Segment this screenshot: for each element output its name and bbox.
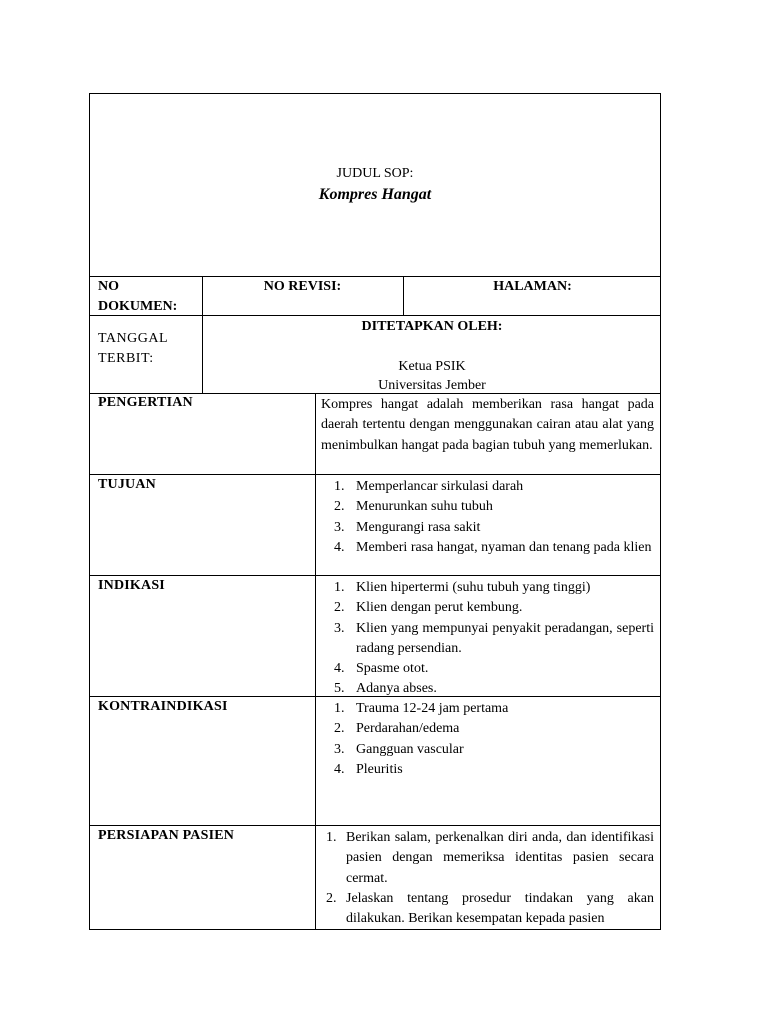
list-item: 2. Jelaskan tentang prosedur tindakan yang akan dilakukan. Berikan kesempatan kepada pasien	[326, 890, 654, 927]
list-item: 5. Adanya abses.	[334, 681, 437, 697]
section-persiapan-pasien	[90, 826, 660, 930]
list-item: 2. Klien dengan perut kembung.	[334, 600, 523, 616]
list-item: 1. Memperlancar sirkulasi darah	[334, 479, 524, 494]
list-item: 3. Gangguan vascular	[334, 741, 464, 757]
tanggal-terbit-label: TANGGAL TERBIT:	[98, 331, 168, 366]
section-tujuan	[90, 475, 660, 576]
list-item: 1. Trauma 12-24 jam pertama	[334, 701, 509, 716]
section-label: PENGERTIAN	[98, 395, 193, 410]
sop-label: JUDUL SOP:	[336, 166, 414, 181]
section-label: PERSIAPAN PASIEN	[98, 828, 235, 843]
ditetapkan-oleh-label: DITETAPKAN OLEH:	[361, 319, 503, 334]
column-divider	[315, 826, 316, 930]
list-item: 4. Memberi rasa hangat, nyaman dan tenang pada klien	[334, 539, 652, 555]
sop-title: Kompres Hangat	[318, 186, 432, 203]
section-label: INDIKASI	[98, 578, 165, 593]
list-item: 1. Berikan salam, perkenalkan diri anda, dan identifikasi pasien dengan memeriksa identitas pasien secara cermat.	[326, 830, 654, 886]
halaman-label: HALAMAN:	[493, 279, 572, 294]
signer-org: Universitas Jember	[378, 378, 486, 393]
list-item: 2. Menurunkan suhu tubuh	[334, 499, 493, 515]
persiapan-pasien-list	[321, 828, 654, 929]
section-indikasi	[90, 576, 660, 697]
column-divider	[315, 697, 316, 825]
list-item: 4. Pleuritis	[334, 761, 403, 777]
section-kontraindikasi	[90, 697, 660, 826]
indikasi-list	[321, 578, 654, 700]
list-item: 3. Klien yang mempunyai penyakit peradangan, seperti radang persendian.	[334, 620, 654, 656]
list-item: 3. Mengurangi rasa sakit	[334, 519, 481, 535]
meta-table	[90, 277, 660, 393]
kontraindikasi-list	[321, 699, 654, 780]
section-pengertian	[90, 393, 660, 475]
signer-role: Ketua PSIK	[398, 359, 466, 374]
list-item: 2. Perdarahan/edema	[334, 721, 460, 737]
tujuan-list	[321, 477, 654, 558]
no-dokumen-label: NO DOKUMEN:	[98, 279, 178, 314]
pengertian-text: Kompres hangat adalah memberikan rasa hangat pada daerah tertentu dengan menggunakan cairan atau alat yang menimbulkan hangat pada bagian tubuh yang memerlukan.	[321, 397, 654, 453]
sop-document	[89, 93, 661, 930]
no-revisi-label: NO REVISI:	[263, 279, 342, 294]
column-divider	[315, 393, 316, 474]
column-divider	[315, 576, 316, 696]
sop-header	[90, 94, 660, 277]
section-label: TUJUAN	[98, 477, 156, 492]
section-label: KONTRAINDIKASI	[98, 699, 228, 714]
list-item: 4. Spasme otot.	[334, 661, 429, 677]
column-divider	[315, 475, 316, 575]
list-item: 1. Klien hipertermi (suhu tubuh yang tinggi)	[334, 580, 591, 595]
